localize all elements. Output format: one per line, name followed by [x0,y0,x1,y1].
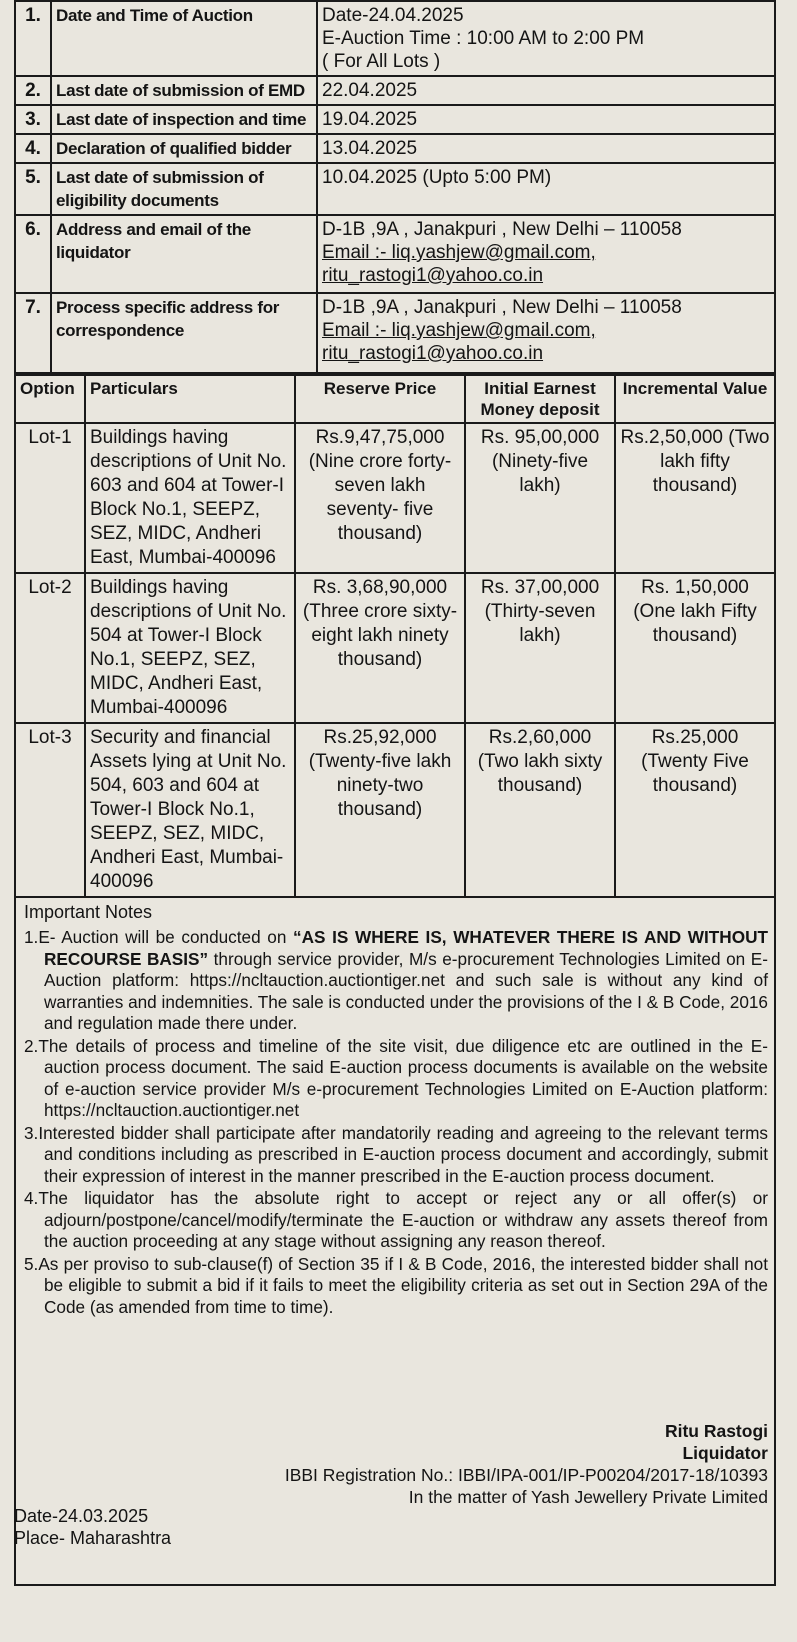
lot-particulars-cell: Buildings having descriptions of Unit No. 504 at Tower-I Block No.1, SEEPZ, SEZ, MIDC, Andheri East, Mumbai-400096 [85,573,295,723]
schedule-row-label: Date and Time of Auction [51,1,317,76]
schedule-row-number: 2. [15,76,51,105]
footer-place: Place- Maharashtra [14,1528,172,1548]
lot-particulars-cell: Buildings having descriptions of Unit No. 603 and 604 at Tower-I Block No.1, SEEPZ, SEZ, MIDC, Andheri East, Mumbai-400096 [85,423,295,573]
schedule-row-value [317,105,775,134]
ibbi-registration: IBBI Registration No.: IBBI/IPA-001/IP-P00204/2017-18/10393 [284,1465,768,1485]
liquidator-name: Ritu Rastogi [664,1421,768,1441]
note-item [24,1188,768,1253]
lot-emd-cell: Rs.2,60,000 (Two lakh sixty thousand) [465,723,615,897]
col-header-reserve-price: Reserve Price [295,375,465,423]
lot-emd-cell: Rs. 37,00,000 (Thirty-seven lakh) [465,573,615,723]
schedule-row [15,1,775,76]
auction-notice [14,0,776,1586]
note-item [24,1254,768,1319]
lot-row [15,723,775,897]
schedule-row-number: 6. [15,215,51,293]
schedule-row-value [317,1,775,76]
schedule-row-value [317,163,775,215]
note-text: The details of process and timeline of the site visit, due diligence etc are outlined in the E-auction process document. The said E-auction process documents is available on the website of e-auction service provider M/s e-procurement Technologies Limited on E-Auction platform: https://ncltauction.auctiontiger.net [38,1035,768,1120]
schedule-row [15,163,775,215]
schedule-row-label: Declaration of qualified bidder [51,134,317,163]
note-text: The liquidator has the absolute right to accept or reject any or all offer(s) or adjourn/postpone/cancel/modify/terminate the E-auction or withdraw any assets thereof from the auction proceeding at any stage without assigning any reason thereof. [38,1188,768,1251]
schedule-row-number: 7. [15,293,51,373]
notes-list [24,927,768,1318]
schedule-row-value [317,215,775,293]
lot-incremental-cell: Rs.25,000 (Twenty Five thousand) [615,723,775,897]
schedule-value-line: ritu_rastogi1@yahoo.co.in [322,265,544,286]
lot-option-cell: Lot-2 [15,573,85,723]
col-header-option: Option [15,375,85,423]
schedule-value-line: E-Auction Time : 10:00 AM to 2:00 PM [322,28,645,49]
schedule-row-number: 4. [15,134,51,163]
schedule-value-line: Email :- liq.yashjew@gmail.com, [322,320,596,341]
footer-date-place [14,1505,171,1549]
note-text-continued: through service provider, M/s e-procurement Technologies Limited on E-Auction platform: https://ncltauction.auctiontiger.net and such sale is without any kind of warranties and indemnities. The sale is conducted under the provisions of the I & B Code, 2016 and regulation made there under. [44,948,768,1033]
schedule-value-line: 19.04.2025 [322,109,418,130]
note-bold-text: “AS IS WHERE IS, WHATEVER THERE IS AND WITHOUT RECOURSE BASIS” [44,927,768,969]
note-text: As per proviso to sub-clause(f) of Section 35 if I & B Code, 2016, the interested bidder shall not be eligible to submit a bid if it fails to meet the eligibility criteria as set out in Section 29A of the Code (as amended from time to time). [38,1253,768,1317]
lot-emd-cell: Rs. 95,00,000 (Ninety-five lakh) [465,423,615,573]
col-header-particulars: Particulars [85,375,295,423]
lot-incremental-cell: Rs.2,50,000 (Two lakh fifty thousand) [615,423,775,573]
liquidator-title: Liquidator [682,1443,768,1463]
note-text: Interested bidder shall participate after mandatorily reading and agreeing to the relevant terms and conditions including as prescribed in E-auction process document and accordingly, submit their expression of interest in the manner prescribed in the E-auction process document. [38,1122,768,1186]
schedule-row-number: 1. [15,1,51,76]
schedule-row-label: Process specific address for correspondence [51,293,317,373]
lot-reserve-cell: Rs. 3,68,90,000 (Three crore sixty-eight lakh ninety thousand) [295,573,465,723]
lot-incremental-cell: Rs. 1,50,000 (One lakh Fifty thousand) [615,573,775,723]
note-item [24,927,768,1035]
schedule-row-label: Address and email of the liquidator [51,215,317,293]
schedule-row-value [317,293,775,373]
schedule-row-number: 3. [15,105,51,134]
lots-table [14,374,776,898]
schedule-row-label: Last date of submission of eligibility documents [51,163,317,215]
schedule-value-line: 10.04.2025 (Upto 5:00 PM) [322,167,552,188]
schedule-row-label: Last date of inspection and time [51,105,317,134]
note-number: 4. [24,1188,39,1208]
schedule-row [15,105,775,134]
schedule-value-line: D-1B ,9A , Janakpuri , New Delhi – 110058 [322,297,682,318]
notes-title: Important Notes [24,902,153,922]
schedule-value-line: Date-24.04.2025 [322,5,464,26]
schedule-value-line: ritu_rastogi1@yahoo.co.in [322,343,544,364]
note-item [24,1123,768,1188]
note-number: 5. [24,1253,39,1274]
lot-reserve-cell: Rs.25,92,000 (Twenty-five lakh ninety-two thousand) [295,723,465,897]
schedule-row [15,293,775,373]
schedule-value-line: 22.04.2025 [322,80,418,101]
lot-particulars-cell: Security and financial Assets lying at Unit No. 504, 603 and 604 at Tower-I Block No.1, SEEPZ, SEZ, MIDC, Andheri East, Mumbai-400096 [85,723,295,897]
col-header-incremental: Incremental Value [615,375,775,423]
lot-row [15,423,775,573]
schedule-value-line: ( For All Lots ) [322,51,441,72]
col-header-emd: Initial Earnest Money deposit [465,375,615,423]
schedule-value-line: 13.04.2025 [322,138,418,159]
schedule-row [15,215,775,293]
auction-schedule-table [14,0,776,374]
schedule-row-number: 5. [15,163,51,215]
important-notes-section [14,898,776,1586]
schedule-row-value [317,76,775,105]
lot-reserve-cell: Rs.9,47,75,000 (Nine crore forty-seven lakh seventy- five thousand) [295,423,465,573]
note-item [24,1036,768,1122]
note-number: 2. [24,1035,39,1056]
lot-option-cell: Lot-1 [15,423,85,573]
note-text: E- Auction will be conducted on [38,927,294,947]
liquidator-signature-block [285,1420,768,1508]
schedule-row-value [317,134,775,163]
matter-line: In the matter of Yash Jewellery Private Limited [408,1487,768,1507]
schedule-value-line: D-1B ,9A , Janakpuri , New Delhi – 110058 [322,219,682,240]
footer-date: Date-24.03.2025 [14,1506,149,1526]
schedule-value-line: Email :- liq.yashjew@gmail.com, [322,242,596,263]
note-number: 1. [24,927,39,947]
schedule-row [15,134,775,163]
note-number: 3. [24,1122,39,1143]
lot-option-cell: Lot-3 [15,723,85,897]
lot-row [15,573,775,723]
schedule-row [15,76,775,105]
schedule-row-label: Last date of submission of EMD [51,76,317,105]
